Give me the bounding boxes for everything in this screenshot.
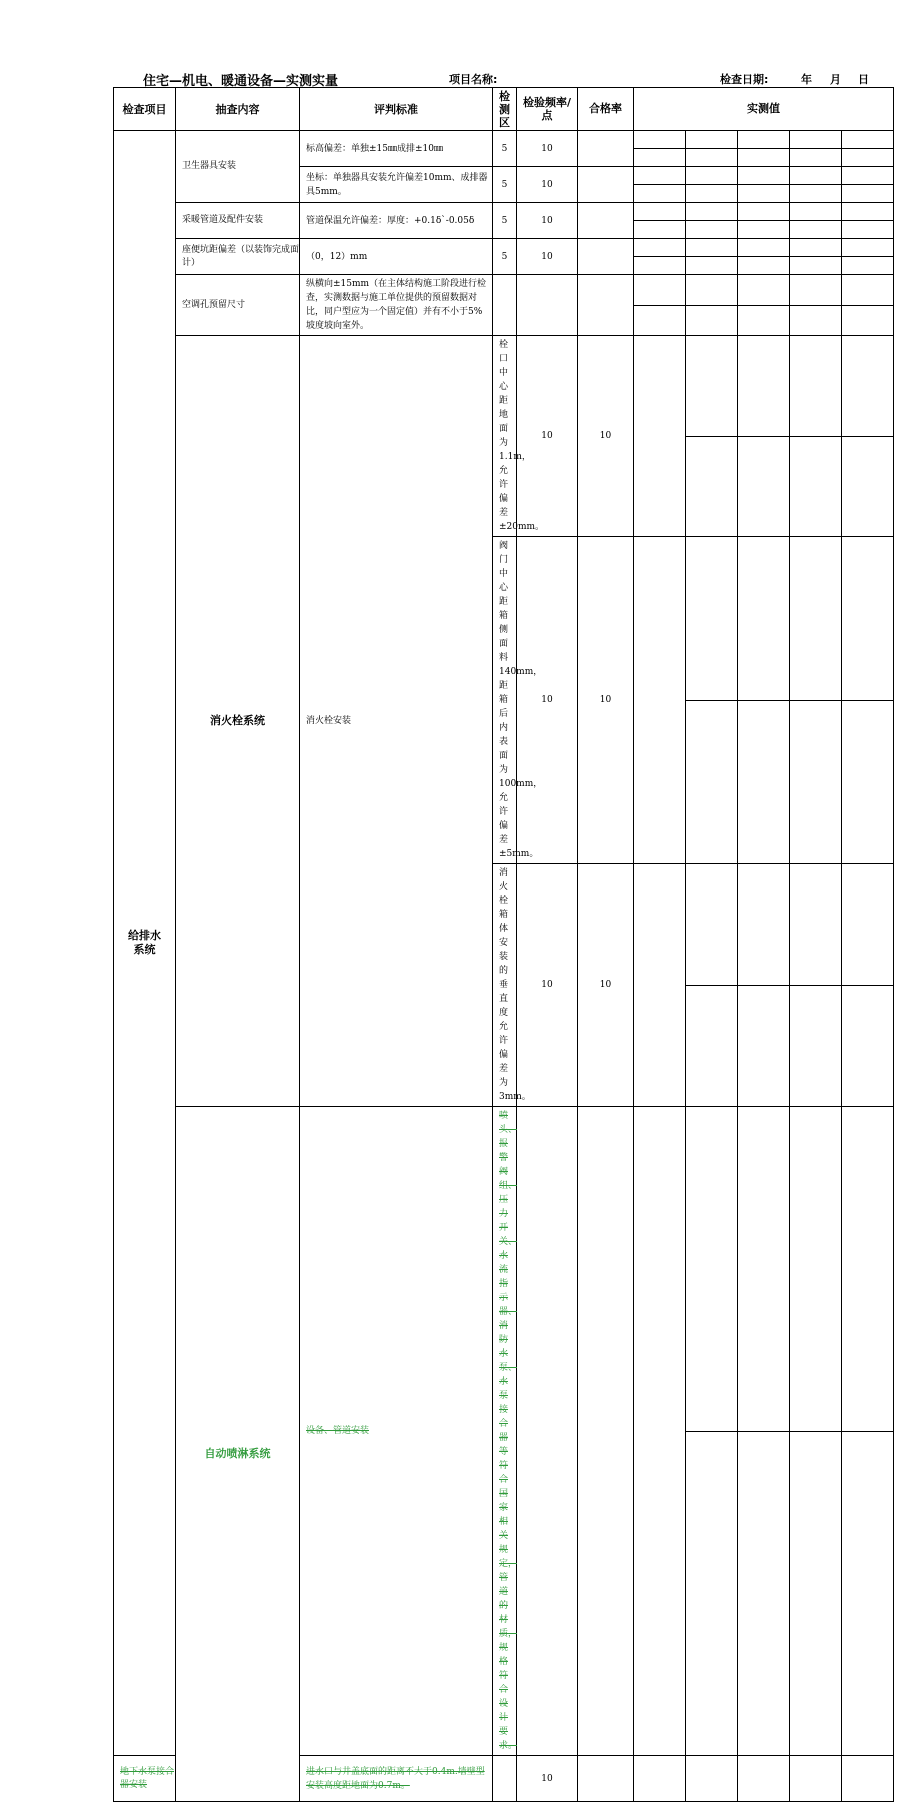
pass-rate-cell[interactable]: [634, 537, 686, 864]
measured-cell[interactable]: [738, 167, 790, 185]
measured-cell[interactable]: [790, 700, 842, 864]
measured-cell[interactable]: [686, 149, 738, 167]
measured-cell[interactable]: [686, 985, 738, 1107]
measured-cell[interactable]: [790, 257, 842, 275]
measured-cell[interactable]: [634, 149, 686, 167]
measured-cell[interactable]: [738, 257, 790, 275]
pass-rate-cell[interactable]: [578, 203, 634, 239]
col-content-header: 抽查内容: [176, 88, 300, 131]
content-cell: 卫生器具安装: [176, 131, 300, 203]
col-measured-header: 实测值: [634, 88, 894, 131]
system-cell: 消火栓系统: [176, 336, 300, 1107]
measured-cell[interactable]: [842, 306, 894, 336]
measured-cell[interactable]: [738, 985, 790, 1107]
year-label: 年: [801, 73, 812, 86]
measured-cell[interactable]: [790, 864, 842, 986]
freq-cell: 10: [578, 537, 634, 864]
zone-cell: 10: [517, 537, 578, 864]
col-item-header: 检查项目: [114, 88, 176, 131]
measured-cell[interactable]: [842, 985, 894, 1107]
measured-cell[interactable]: [686, 257, 738, 275]
freq-cell: 10: [517, 1756, 578, 1802]
measured-cell[interactable]: [634, 257, 686, 275]
table-row: [114, 203, 894, 221]
table-row: [114, 1107, 894, 1432]
freq-cell: 10: [517, 131, 578, 167]
table-row: [114, 336, 894, 437]
measured-cell[interactable]: [634, 185, 686, 203]
measured-cell[interactable]: [634, 221, 686, 239]
measured-cell[interactable]: [686, 537, 738, 701]
measured-cell[interactable]: [842, 257, 894, 275]
content-cell: 空调孔预留尺寸: [176, 275, 300, 336]
measured-cell[interactable]: [790, 203, 842, 221]
title-row: [0, 70, 920, 88]
col-standard-header: 评判标准: [300, 88, 493, 131]
measured-cell[interactable]: [842, 185, 894, 203]
measured-cell[interactable]: [738, 336, 790, 437]
measured-cell[interactable]: [790, 275, 842, 306]
freq-cell: 10: [517, 203, 578, 239]
inspection-table: [113, 87, 894, 1802]
measured-cell[interactable]: [686, 131, 738, 149]
measured-cell[interactable]: [738, 1756, 790, 1802]
measured-cell[interactable]: [790, 185, 842, 203]
table-row: [114, 275, 894, 306]
measured-cell[interactable]: [790, 436, 842, 537]
zone-cell: [517, 1107, 578, 1756]
measured-cell[interactable]: [790, 239, 842, 257]
system-cell: 给排水系统: [114, 131, 176, 1756]
measured-cell[interactable]: [634, 203, 686, 221]
freq-cell: 10: [517, 167, 578, 203]
measured-cell[interactable]: [738, 436, 790, 537]
standard-cell: 进水口与井盖底面的距离不大于0.4m.墙壁型安装高度距地面为0.7m。: [300, 1756, 493, 1802]
measured-cell[interactable]: [738, 537, 790, 701]
measured-cell[interactable]: [686, 436, 738, 537]
measured-cell[interactable]: [842, 275, 894, 306]
col-pass-rate-header: 合格率: [578, 88, 634, 131]
measured-cell[interactable]: [738, 1107, 790, 1432]
measured-cell[interactable]: [634, 275, 686, 306]
measured-cell[interactable]: [842, 336, 894, 437]
measured-cell[interactable]: [790, 167, 842, 185]
measured-cell[interactable]: [686, 864, 738, 986]
measured-cell[interactable]: [738, 149, 790, 167]
measured-cell[interactable]: [842, 436, 894, 537]
standard-cell: （0，12）mm: [300, 239, 493, 275]
zone-cell: 5: [493, 167, 517, 203]
system-cell: 自动喷淋系统: [176, 1107, 300, 1802]
content-cell: 地下水泵接合器安装: [114, 1756, 176, 1802]
measured-cell[interactable]: [634, 306, 686, 336]
pass-rate-cell[interactable]: [578, 167, 634, 203]
measured-cell[interactable]: [842, 864, 894, 986]
freq-cell: [578, 1107, 634, 1756]
content-cell: 消火栓安装: [300, 336, 493, 1107]
measured-cell[interactable]: [634, 239, 686, 257]
content-cell: 座便坑距偏差（以装饰完成面计）: [176, 239, 300, 275]
standard-cell: 纵横向±15mm（在主体结构施工阶段进行检查，实测数据与施工单位提供的预留数据对比，同户型应为一个固定值）并有不小于5%坡度坡向室外。: [300, 275, 493, 336]
zone-cell: 5: [493, 131, 517, 167]
header-row: [114, 88, 894, 131]
measured-cell[interactable]: [842, 221, 894, 239]
measured-cell[interactable]: [738, 239, 790, 257]
measured-cell[interactable]: [686, 221, 738, 239]
freq-cell: 10: [517, 239, 578, 275]
measured-cell[interactable]: [686, 185, 738, 203]
zone-cell: 5: [493, 203, 517, 239]
col-freq-header: 检验频率/点: [517, 88, 578, 131]
content-cell: 采暖管道及配件安装: [176, 203, 300, 239]
measured-cell[interactable]: [738, 185, 790, 203]
measured-cell[interactable]: [738, 275, 790, 306]
measured-cell[interactable]: [738, 1431, 790, 1756]
freq-cell: 10: [578, 864, 634, 1107]
zone-cell: 10: [517, 864, 578, 1107]
measured-cell[interactable]: [634, 131, 686, 149]
measured-cell[interactable]: [790, 221, 842, 239]
measured-cell[interactable]: [790, 1431, 842, 1756]
measured-cell[interactable]: [790, 537, 842, 701]
measured-cell[interactable]: [842, 537, 894, 701]
measured-cell[interactable]: [738, 203, 790, 221]
measured-cell[interactable]: [634, 1756, 686, 1802]
measured-cell[interactable]: [686, 1431, 738, 1756]
document-title: 住宅—机电、暖通设备—实测实量: [143, 74, 339, 89]
measured-cell[interactable]: [790, 306, 842, 336]
measured-cell[interactable]: [634, 167, 686, 185]
content-cell: 设备、管道安装: [300, 1107, 493, 1756]
measured-cell[interactable]: [686, 336, 738, 437]
project-name-label: 项目名称:: [449, 73, 498, 86]
measured-cell[interactable]: [686, 275, 738, 306]
measured-cell[interactable]: [790, 336, 842, 437]
standard-cell: 坐标：单独器具安装允许偏差10mm、成排器具5mm。: [300, 167, 493, 203]
freq-cell: [517, 275, 578, 336]
measured-cell[interactable]: [686, 1107, 738, 1432]
measured-cell[interactable]: [790, 131, 842, 149]
col-zone-header: 检测区: [493, 88, 517, 131]
standard-cell: 阀门中心距箱侧面料140mm，距箱后内表面为100mm，允许偏差±5mm。: [493, 537, 517, 864]
zone-cell: 10: [517, 336, 578, 537]
pass-rate-cell[interactable]: [578, 239, 634, 275]
measured-cell[interactable]: [686, 239, 738, 257]
standard-cell: 喷头、报警阀组、压力开关、水流指示器、消防水泵、水泵接合器等符合国家相关规定，管道的材质，规格符合设计要求。: [493, 1107, 517, 1756]
standard-cell: 消火栓箱体安装的垂直度允许偏差为3mm。: [493, 864, 517, 1107]
pass-rate-cell[interactable]: [578, 1756, 634, 1802]
measured-cell[interactable]: [842, 167, 894, 185]
measured-cell[interactable]: [686, 306, 738, 336]
measured-cell[interactable]: [842, 700, 894, 864]
measured-cell[interactable]: [842, 1107, 894, 1432]
standard-cell: 管道保温允许偏差：厚度：+0.1δ`-0.05δ: [300, 203, 493, 239]
pass-rate-cell[interactable]: [634, 336, 686, 537]
measured-cell[interactable]: [842, 1756, 894, 1802]
measured-cell[interactable]: [842, 239, 894, 257]
measured-cell[interactable]: [842, 1431, 894, 1756]
measured-cell[interactable]: [686, 203, 738, 221]
measured-cell[interactable]: [738, 864, 790, 986]
measured-cell[interactable]: [686, 700, 738, 864]
measured-cell[interactable]: [686, 167, 738, 185]
measured-cell[interactable]: [842, 203, 894, 221]
measured-cell[interactable]: [738, 131, 790, 149]
pass-rate-cell[interactable]: [634, 1107, 686, 1756]
measured-cell[interactable]: [790, 149, 842, 167]
measured-cell[interactable]: [790, 1756, 842, 1802]
pass-rate-cell[interactable]: [578, 131, 634, 167]
measured-cell[interactable]: [738, 700, 790, 864]
pass-rate-cell[interactable]: [578, 275, 634, 336]
freq-cell: 10: [578, 336, 634, 537]
month-label: 月: [830, 73, 841, 86]
measured-cell[interactable]: [790, 985, 842, 1107]
pass-rate-cell[interactable]: [634, 864, 686, 1107]
table-row: [114, 131, 894, 149]
inspection-date-label: 检查日期:: [720, 73, 769, 86]
measured-cell[interactable]: [790, 1107, 842, 1432]
zone-cell: [493, 275, 517, 336]
zone-cell: 5: [493, 239, 517, 275]
measured-cell[interactable]: [842, 131, 894, 149]
standard-cell: 栓口中心距地面为1.1m，允许偏差±20mm。: [493, 336, 517, 537]
measured-cell[interactable]: [738, 306, 790, 336]
day-label: 日: [858, 73, 869, 86]
standard-cell: 标高偏差：单独±15㎜成排±10㎜: [300, 131, 493, 167]
measured-cell[interactable]: [686, 1756, 738, 1802]
table-row: [114, 239, 894, 257]
measured-cell[interactable]: [842, 149, 894, 167]
zone-cell: [493, 1756, 517, 1802]
measured-cell[interactable]: [738, 221, 790, 239]
